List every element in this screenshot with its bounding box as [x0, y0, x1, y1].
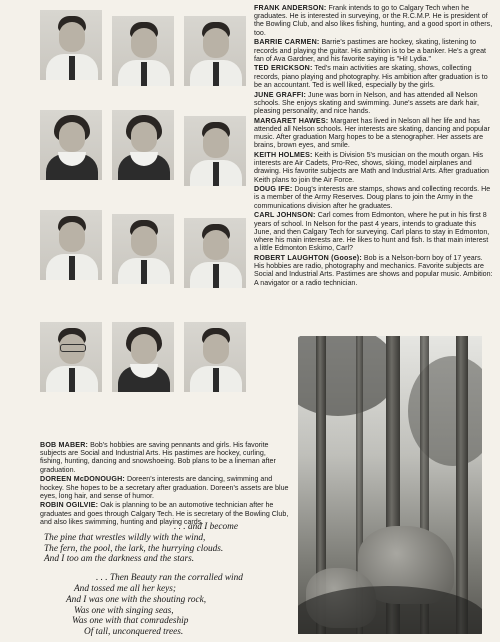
bio-june-graffi [254, 91, 494, 116]
bio-name: DOREEN McDONOUGH: [40, 475, 125, 484]
portrait-margaret-hawes [112, 110, 174, 180]
poem-line: And I too am the darkness and the stars. [44, 554, 195, 565]
bios-left-column [40, 441, 290, 528]
poem-line: Was one with that comradeship [72, 616, 189, 627]
bio-name: FRANK ANDERSON: [254, 4, 327, 12]
poem-line: And I was one with the shouting rock, [66, 594, 207, 605]
bio-keith-holmes [254, 151, 494, 184]
bio-name: BARRIE CARMEN: [254, 38, 320, 47]
bio-text: Keith is Division 5's musician on the mouth organ. His interests are Air Cadets, Pro-Rec, shows, skiing, model airplanes and drawing. His favorite subjects are Math and Industrial Arts. After graduation Keith plans to join the Air Force. [254, 150, 490, 184]
portrait-carl-johnson [112, 214, 174, 284]
poem-line: And tossed me all her keys; [74, 583, 176, 594]
bio-carl-johnson [254, 211, 494, 252]
portrait-june-graffi [40, 110, 102, 180]
portrait-ted-erickson [184, 16, 246, 86]
bio-name: CARL JOHNSON: [254, 211, 316, 220]
portrait-keith-holmes [184, 116, 246, 186]
bio-name: JUNE GRAFFI: [254, 90, 307, 99]
portrait-bob-maber [40, 322, 102, 392]
bio-text: Doreen's interests are dancing, swimming and hockey. She hopes to be a secretary after graduation. Doreen's assets are blue eyes, long hair, and sense of humor. [40, 475, 289, 500]
bios-right-column [254, 4, 494, 288]
bio-name: BOB MABER: [40, 441, 89, 449]
poem-line: The fern, the pool, the lark, the hurrying clouds. [44, 543, 224, 554]
bio-text: Ted's main activities are skating, shows, collecting records, piano playing and photography. His ambition after graduation is to be an accountant. Ted is well liked, especially by the girls. [254, 64, 488, 89]
bio-text: June was born in Nelson, and has attended all Nelson schools. She enjoys skating and swimming. June's assets are dark hair, pleasing personality, and nice hands. [254, 90, 479, 115]
bio-name: KEITH HOLMES: [254, 150, 313, 159]
bio-text: Margaret has lived in Nelson all her life and has attended all Nelson schools. Her interests are skating, dancing and popular music. After graduation Marg hopes to be a stenographer. Her assets are brains, brown eyes, and smile. [254, 116, 490, 150]
bio-margaret-hawes [254, 117, 494, 150]
poem-line: Was one with singing seas, [74, 605, 174, 616]
portrait-barrie-carmen [112, 16, 174, 86]
bio-doreen-mcdonough [40, 475, 290, 500]
bio-text: Frank intends to go to Calgary Tech when he graduates. He is interested in surveying, or the R.C.M.P. He is president of the Bowling Club, and also likes fishing, hunting, and a good sport in others, too. [254, 4, 493, 37]
bio-name: TED ERICKSON: [254, 64, 313, 73]
bio-name: MARGARET HAWES: [254, 116, 329, 125]
bio-robert-laughton [254, 254, 494, 287]
bio-doug-ife [254, 185, 494, 210]
portrait-doug-ife [40, 210, 102, 280]
bio-text: Carl comes from Edmonton, where he put in his first 8 years of school. In Nelson for the past 4 years, intends to graduate this June, and then Calgary Tech for surveying. Carl plans to stay in Edmonton, where his main interests are. He likes to hunt and fish. Is that main interest a little Edmonton Eskimo, Carl? [254, 211, 490, 253]
poem-line: The pine that wrestles wildly with the wind, [44, 532, 206, 543]
bio-text: Oak is planning to be an automotive technician after he graduates and goes through Calgary Tech. He is secretary of the Bowling Club, and also likes swimming, hunting and playing cards. [40, 501, 289, 526]
portrait-robin-ogilvie [184, 322, 246, 392]
bio-ted-erickson [254, 64, 494, 89]
bio-name: ROBIN OGILVIE: [40, 501, 99, 510]
poem-line: . . . Then Beauty ran the corralled wind [96, 573, 243, 584]
portrait-frank-anderson [40, 10, 102, 80]
bio-bob-maber [40, 441, 290, 474]
bio-name: ROBERT LAUGHTON (Goose): [254, 253, 362, 262]
bio-text: Bob is a Nelson-born boy of 17 years. His hobbies are radio, photography and mechanics. Favorite subjects are Social and Industrial Arts. Pastimes are shows and popular music. Ambition: A navigator or a radio technician. [254, 253, 493, 287]
poem-line: . . . and I become [174, 522, 239, 532]
forest-photo [298, 336, 482, 634]
portrait-doreen-mcdonough [112, 322, 174, 392]
portrait-robert-laughton [184, 218, 246, 288]
bio-text: Doug's interests are stamps, shows and collecting records. He is a member of the Army Reserves. Doug plans to join the Army in the communications division after he graduates. [254, 185, 491, 210]
bio-text: Barrie's pastimes are hockey, skating, listening to records and playing the guitar. His ambition is to be a banker. He's a great fan of Ava Gardner, and his favorite saying is "Hi! Lydia." [254, 38, 487, 63]
poem-line: Of tall, unconquered trees. [84, 627, 184, 638]
portrait-grid [40, 10, 250, 440]
bio-frank-anderson [254, 4, 494, 37]
bio-name: DOUG IFE: [254, 185, 293, 194]
poem [44, 522, 294, 638]
bio-text: Bob's hobbies are saving pennants and girls. His favorite subjects are Social and Industrial Arts. His pastimes are hockey, curling, fishing, hunting, dancing and snowshoeing. Bob plans to be a lineman after graduation. [40, 441, 276, 474]
bio-barrie-carmen [254, 38, 494, 63]
